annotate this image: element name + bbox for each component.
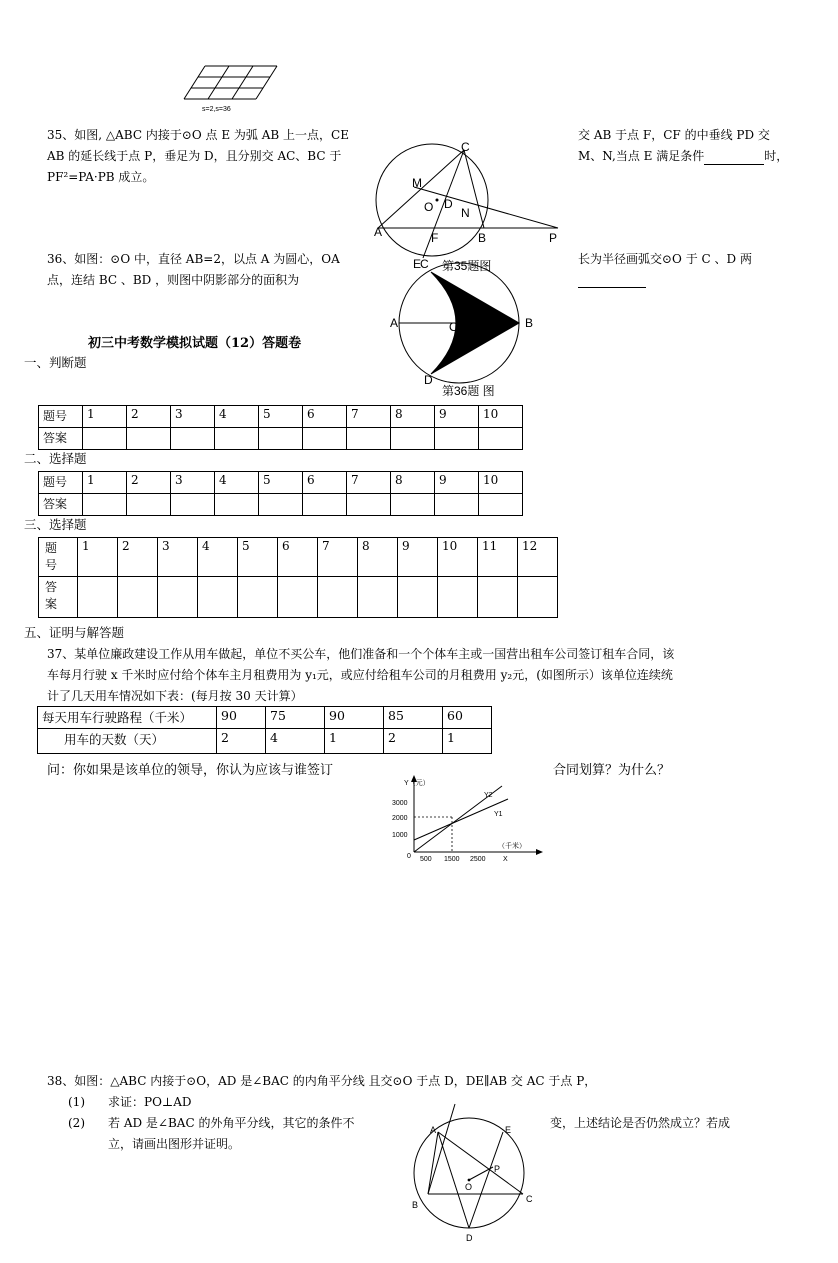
table1-answer-label: 答案 xyxy=(39,428,83,450)
answer-cell[interactable] xyxy=(259,494,303,516)
table-row xyxy=(39,428,523,450)
table1-head-9: 9 xyxy=(435,406,479,428)
graph-ytick-3000: 3000 xyxy=(392,800,408,807)
q37-graph xyxy=(390,772,550,867)
answer-cell[interactable] xyxy=(479,494,523,516)
q35-blank[interactable] xyxy=(704,148,764,165)
table3-answer-label xyxy=(39,577,78,618)
q37-question-right: 合同划算？为什么？ xyxy=(553,763,671,778)
q35-line-3: PF²=PA·PB 成立。 xyxy=(47,170,155,184)
q35-right-2-end: 时， xyxy=(764,149,789,163)
table-row xyxy=(39,406,523,428)
table3-head-char-2: 号 xyxy=(45,558,58,572)
table2-head-3: 3 xyxy=(171,472,215,494)
q36-label-b: B xyxy=(525,316,534,330)
table3-num-10: 10 xyxy=(438,538,478,577)
answer-cell[interactable] xyxy=(198,577,238,618)
q35-label-m: M xyxy=(412,176,422,190)
q35-label-c2: C xyxy=(420,257,429,271)
grid-caption: s=2,s=36 xyxy=(202,106,231,113)
table2-head-9: 9 xyxy=(435,472,479,494)
q38-part2-num: (2) xyxy=(68,1116,85,1130)
q37-question-left: 问：你如果是该单位的领导，你认为应该与谁签订 xyxy=(47,763,334,778)
section-choice-1: 二、选择题 xyxy=(24,451,87,466)
table3-num-9: 9 xyxy=(398,538,438,577)
answer-cell[interactable] xyxy=(171,494,215,516)
answer-cell[interactable] xyxy=(259,428,303,450)
q38-label-b: B xyxy=(412,1200,419,1210)
q35-label-d: D xyxy=(444,197,453,211)
answer-cell[interactable] xyxy=(391,428,435,450)
table2-head-10: 10 xyxy=(479,472,523,494)
q35-label-n: N xyxy=(461,206,470,220)
q38-line-1: 38、如图：△ABC 内接于⊙O，AD 是∠BAC 的内角平分线 且交⊙O 于点 D，DE∥AB 交 AC 于点 P， xyxy=(47,1074,597,1088)
answer-cell[interactable] xyxy=(358,577,398,618)
q38-part1-num: (1) xyxy=(68,1095,85,1109)
q35-line-2: AB 的延长线于点 P，垂足为 D，且分别交 AC、BC 于 xyxy=(47,149,342,163)
q37-row1-4: 85 xyxy=(384,707,443,729)
table2-head-4: 4 xyxy=(215,472,259,494)
q37-line-3: 计了几天用车情况如下表：(每月按 30 天计算） xyxy=(47,689,303,703)
answer-cell[interactable] xyxy=(215,428,259,450)
table1-head-3: 3 xyxy=(171,406,215,428)
table1-head-6: 6 xyxy=(303,406,347,428)
q35-label-c: C xyxy=(461,140,470,154)
table2-head-0: 题号 xyxy=(39,472,83,494)
q35-label-e: E xyxy=(413,257,422,271)
table-row xyxy=(39,494,523,516)
q38-part1: 求证：PO⊥AD xyxy=(108,1095,192,1109)
q36-figure xyxy=(386,262,546,402)
answer-sheet-title: 初三中考数学模拟试题（12）答题卷 xyxy=(88,336,302,351)
q35-caption: 第35题图 xyxy=(442,259,492,273)
graph-ytick-1000: 1000 xyxy=(392,832,408,839)
section-proof: 五、证明与解答题 xyxy=(24,625,125,640)
answer-cell[interactable] xyxy=(478,577,518,618)
table3-num-3: 3 xyxy=(158,538,198,577)
q37-row2-3: 1 xyxy=(325,729,384,754)
table-row xyxy=(38,729,492,754)
q36-label-o: O xyxy=(449,320,459,334)
answer-cell[interactable] xyxy=(127,494,171,516)
q35-label-b: B xyxy=(478,231,487,245)
table3-num-12: 12 xyxy=(518,538,558,577)
answer-cell[interactable] xyxy=(215,494,259,516)
answer-cell[interactable] xyxy=(318,577,358,618)
graph-xtick-2500: 2500 xyxy=(470,856,486,863)
answer-cell[interactable] xyxy=(435,428,479,450)
q36-blank[interactable] xyxy=(578,274,646,288)
q35-label-a: A xyxy=(374,225,383,239)
answer-cell[interactable] xyxy=(127,428,171,450)
table2-head-7: 7 xyxy=(347,472,391,494)
answer-cell[interactable] xyxy=(171,428,215,450)
answer-cell[interactable] xyxy=(78,577,118,618)
table-row xyxy=(39,472,523,494)
q37-row2-2: 4 xyxy=(266,729,325,754)
graph-series-y1: Y1 xyxy=(494,811,503,818)
table3-num-5: 5 xyxy=(238,538,278,577)
q38-label-d: D xyxy=(466,1233,473,1243)
q37-row2-5: 1 xyxy=(443,729,492,754)
q35-right-2-text: M、N,当点 E 满足条件 xyxy=(578,149,705,163)
q38-label-p: P xyxy=(494,1164,501,1174)
q36-line-2: 点，连结 BC 、BD ，则图中阴影部分的面积为 xyxy=(47,273,300,287)
answer-cell[interactable] xyxy=(158,577,198,618)
table-row xyxy=(38,707,492,729)
graph-xtick-500: 500 xyxy=(420,856,432,863)
q35-right-2 xyxy=(578,148,788,165)
table2-head-2: 2 xyxy=(127,472,171,494)
q38-part2-line1: 若 AD 是∠BAC 的外角平分线，其它的条件不 xyxy=(108,1116,355,1130)
answer-cell[interactable] xyxy=(303,494,347,516)
q35-right-1: 交 AB 于点 F，CF 的中垂线 PD 交 xyxy=(578,128,770,142)
q35-figure xyxy=(370,140,570,275)
table-choice-1 xyxy=(38,471,523,516)
table-row xyxy=(39,577,558,618)
table1-head-5: 5 xyxy=(259,406,303,428)
table3-ans-char-1: 答 xyxy=(45,580,58,594)
graph-xlabel: X xyxy=(503,856,508,863)
q38-figure xyxy=(405,1100,545,1245)
q37-row1-3: 90 xyxy=(325,707,384,729)
table-row xyxy=(39,538,558,577)
q35-label-f: F xyxy=(431,231,439,245)
q37-row2-1: 2 xyxy=(217,729,266,754)
q37-row1-label: 每天用车行驶路程（千米） xyxy=(38,707,217,729)
graph-origin: 0 xyxy=(407,853,411,860)
q36-label-d: D xyxy=(424,373,433,387)
table1-head-7: 7 xyxy=(347,406,391,428)
q37-row1-5: 60 xyxy=(443,707,492,729)
q36-label-a: A xyxy=(390,316,399,330)
table3-head-char-1: 题 xyxy=(45,541,58,555)
graph-xunit: （千米） xyxy=(498,843,526,850)
table2-head-5: 5 xyxy=(259,472,303,494)
q35-label-p: P xyxy=(549,231,558,245)
table3-num-1: 1 xyxy=(78,538,118,577)
table3-ans-char-2: 案 xyxy=(45,597,58,611)
table3-num-11: 11 xyxy=(478,538,518,577)
table3-num-7: 7 xyxy=(318,538,358,577)
answer-cell[interactable] xyxy=(238,577,278,618)
q37-row2-4: 2 xyxy=(384,729,443,754)
section-choice-2: 三、选择题 xyxy=(24,517,87,532)
q38-label-e: E xyxy=(505,1125,512,1135)
answer-cell[interactable] xyxy=(438,577,478,618)
answer-cell[interactable] xyxy=(83,494,127,516)
q38-label-a: A xyxy=(430,1125,437,1135)
graph-ytick-2000: 2000 xyxy=(392,815,408,822)
table2-head-6: 6 xyxy=(303,472,347,494)
q37-line-1: 37、某单位廉政建设工作从用车做起，单位不买公车，他们准备和一个个体车主或一国营出租车公司签订租车合同，该 xyxy=(47,647,675,661)
answer-cell[interactable] xyxy=(83,428,127,450)
answer-cell[interactable] xyxy=(479,428,523,450)
table1-head-10: 10 xyxy=(479,406,523,428)
table1-head-4: 4 xyxy=(215,406,259,428)
q37-line-2: 车每月行驶 x 千米时应付给个体车主月租费用为 y₁元，或应付给租车公司的月租费用 y₂元，(如图所示）该单位连续统 xyxy=(47,668,673,682)
section-judgement: 一、判断题 xyxy=(24,355,87,370)
table3-num-4: 4 xyxy=(198,538,238,577)
answer-cell[interactable] xyxy=(347,494,391,516)
table1-head-2: 2 xyxy=(127,406,171,428)
q37-row2-label: 用车的天数（天） xyxy=(38,729,217,754)
graph-ylabel: Y（元） xyxy=(404,780,430,787)
q38-part2-right: 变，上述结论是否仍然成立？若成 xyxy=(550,1116,731,1130)
table1-head-8: 8 xyxy=(391,406,435,428)
table-choice-2 xyxy=(38,537,558,618)
answer-cell[interactable] xyxy=(303,428,347,450)
q37-table xyxy=(37,706,492,754)
answer-cell[interactable] xyxy=(118,577,158,618)
table2-head-1: 1 xyxy=(83,472,127,494)
answer-cell[interactable] xyxy=(435,494,479,516)
q36-caption: 第36题 图 xyxy=(442,384,495,398)
table2-head-8: 8 xyxy=(391,472,435,494)
answer-cell[interactable] xyxy=(278,577,318,618)
q36-line-1: 36、如图：⊙O 中，直径 AB=2，以点 A 为圆心，OA xyxy=(47,252,340,266)
q37-row1-2: 75 xyxy=(266,707,325,729)
table2-answer-label: 答案 xyxy=(39,494,83,516)
table1-head-0: 题号 xyxy=(39,406,83,428)
answer-cell[interactable] xyxy=(518,577,558,618)
graph-series-y2: Y2 xyxy=(484,792,493,799)
q35-label-o: O xyxy=(424,200,434,214)
answer-cell[interactable] xyxy=(391,494,435,516)
table3-num-8: 8 xyxy=(358,538,398,577)
answer-cell[interactable] xyxy=(347,428,391,450)
table3-num-2: 2 xyxy=(118,538,158,577)
q38-part2-line2: 立，请画出图形并证明。 xyxy=(108,1137,241,1151)
table3-num-6: 6 xyxy=(278,538,318,577)
graph-xtick-1500: 1500 xyxy=(444,856,460,863)
table1-head-1: 1 xyxy=(83,406,127,428)
q36-right-1: 长为半径画弧交⊙O 于 C 、D 两 xyxy=(578,252,752,266)
grid-figure xyxy=(180,62,285,114)
q35-line-1: 35、如图, △ABC 内接于⊙O 点 E 为弧 AB 上一点，CE xyxy=(47,128,349,142)
table3-head-label xyxy=(39,538,78,577)
q38-label-c: C xyxy=(526,1194,533,1204)
answer-cell[interactable] xyxy=(398,577,438,618)
q37-row1-1: 90 xyxy=(217,707,266,729)
q38-label-o: O xyxy=(465,1182,473,1192)
table-judgement xyxy=(38,405,523,450)
